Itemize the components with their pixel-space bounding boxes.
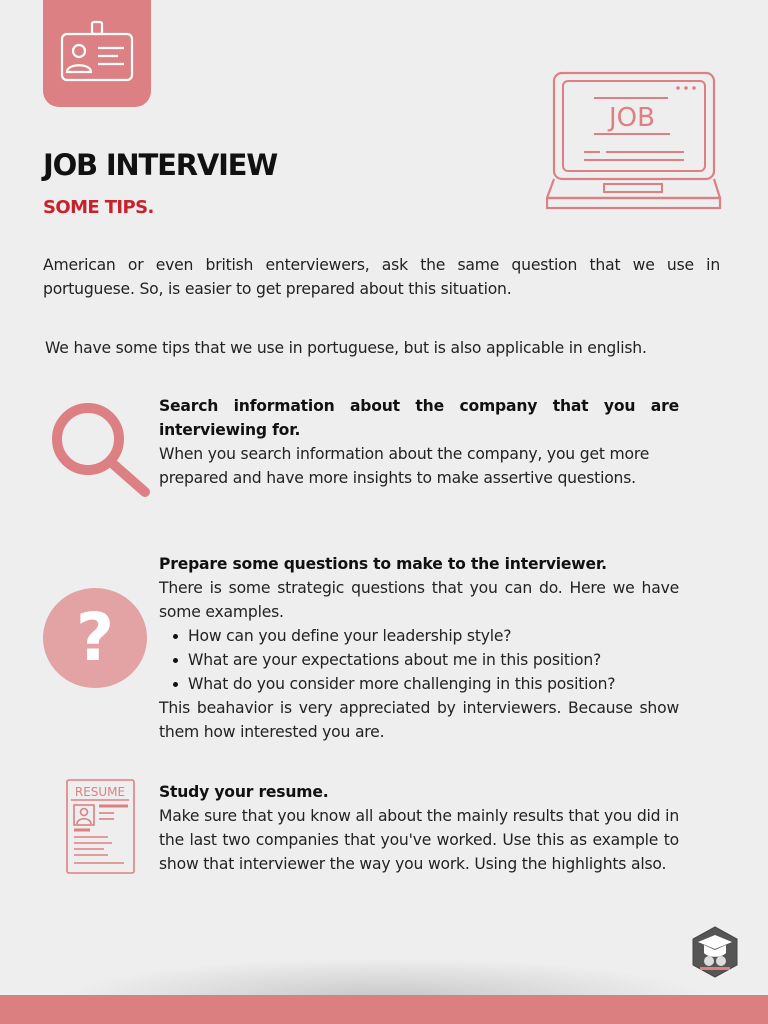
page-subtitle: SOME TIPS. xyxy=(43,197,154,218)
question-mark-icon xyxy=(43,588,147,688)
intro-paragraph-1: American or even british enterviewers, ask the same question that we use in portuguese. So, is easier to get prepared about this situation. xyxy=(43,256,720,298)
laptop-screen-text: JOB xyxy=(609,103,655,133)
intro-paragraph-2: We have some tips that we use in portuguese, but is also applicable in english. xyxy=(45,339,647,357)
tip-resume xyxy=(159,780,679,876)
question-mark-glyph: ? xyxy=(75,599,115,676)
tip-body: There is some strategic questions that you can do. Here we have some examples. xyxy=(159,579,679,621)
footer-shadow xyxy=(60,958,708,998)
page-title: JOB INTERVIEW xyxy=(43,148,278,182)
tip-example-list xyxy=(159,624,679,696)
tip-heading: Search information about the company that you are interviewing for. xyxy=(159,397,679,439)
id-card-icon xyxy=(60,20,134,84)
tip-heading: Prepare some questions to make to the interviewer. xyxy=(159,555,607,573)
bullet-icon xyxy=(173,634,178,639)
resume-label: RESUME xyxy=(74,785,126,799)
tip-body: Make sure that you know all about the mainly results that you did in the last two companies that you've worked. Use this as example to show that interviewer the way you work. Using the highlights also. xyxy=(159,807,679,873)
resume-icon xyxy=(66,779,136,875)
bullet-icon xyxy=(173,658,178,663)
footer-bar xyxy=(0,995,768,1024)
laptop-job-icon xyxy=(546,70,722,212)
tip-search xyxy=(159,394,679,490)
list-item: What do you consider more challenging in this position? xyxy=(167,672,679,696)
tip-closing: This beahavior is very appreciated by interviewers. Because show them how interested you are. xyxy=(159,699,679,741)
tip-body: When you search information about the company, you get more prepared and have more insights to make assertive questions. xyxy=(159,445,650,487)
list-item: How can you define your leadership style? xyxy=(167,624,679,648)
tip-questions xyxy=(159,552,679,744)
header-badge xyxy=(43,0,151,107)
magnifier-icon xyxy=(50,400,154,500)
bullet-icon xyxy=(173,682,178,687)
list-item: What are your expectations about me in this position? xyxy=(167,648,679,672)
tip-heading: Study your resume. xyxy=(159,783,329,801)
